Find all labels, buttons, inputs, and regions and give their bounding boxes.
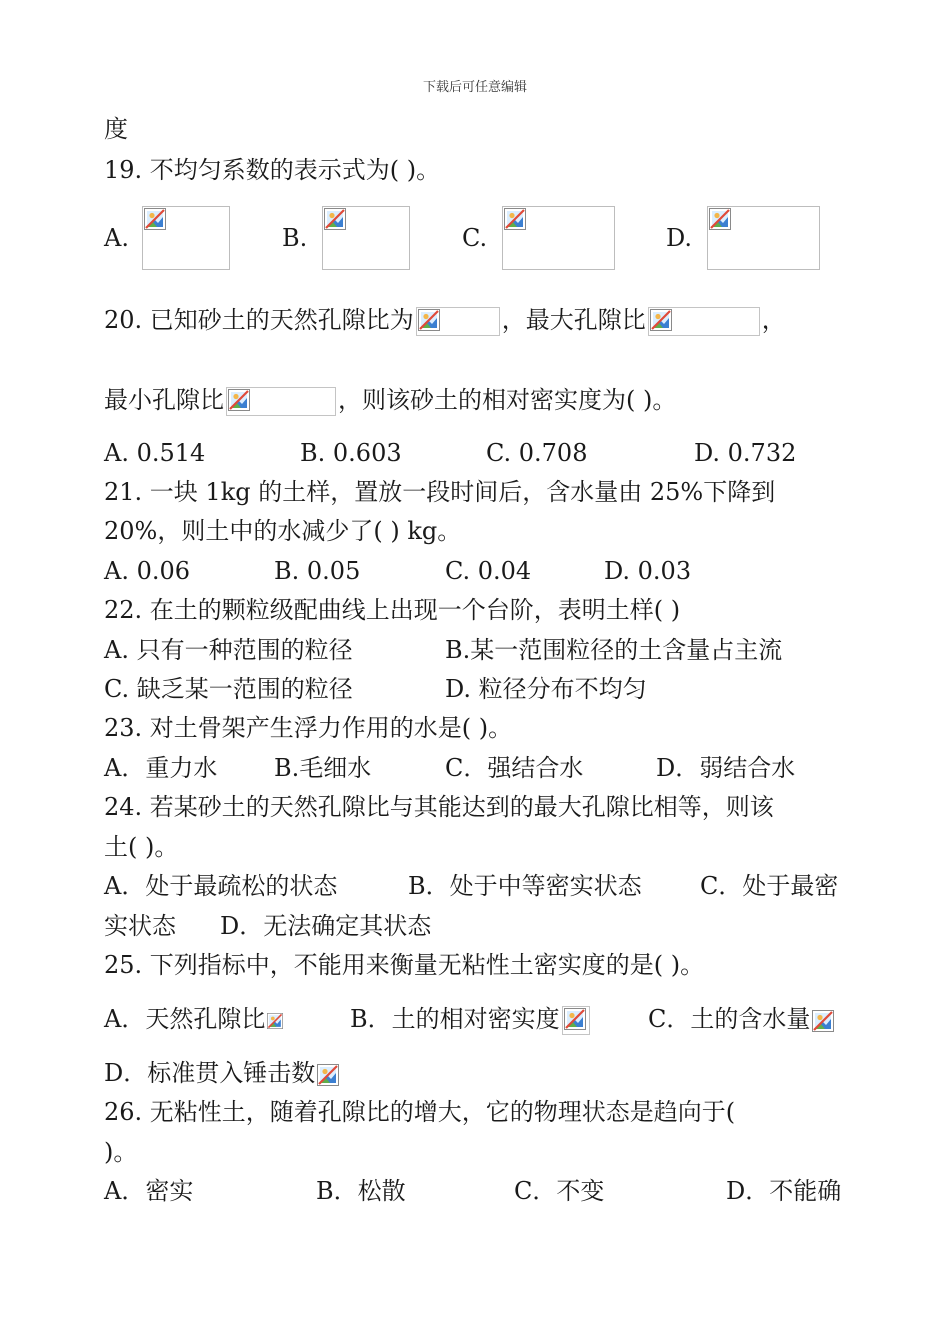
question-20-text: 最小孔隙比: [104, 386, 224, 414]
option-21-d: D. 0.03: [604, 557, 692, 585]
question-26-line-2: )。: [104, 1138, 138, 1166]
option-21-a: A. 0.06: [104, 557, 191, 585]
option-26-d: D．不能确: [726, 1177, 842, 1205]
broken-image-icon: [709, 208, 731, 230]
option-20-b: B. 0.603: [300, 439, 402, 467]
question-24-line-2: 土( )。: [104, 833, 179, 861]
option-24-c-cont: 实状态: [104, 912, 176, 940]
formula-image: [812, 1010, 832, 1032]
broken-image-icon: [812, 1010, 834, 1032]
broken-image-icon: [317, 1064, 339, 1086]
question-20-line-2: [104, 384, 676, 416]
formula-image: [226, 387, 336, 416]
question-25: 25. 下列指标中，不能用来衡量无粘性土密实度的是( )。: [104, 951, 705, 979]
broken-image-icon: [228, 389, 250, 411]
option-20-a: A. 0.514: [104, 439, 206, 467]
option-24-a: A．处于最疏松的状态: [104, 872, 338, 900]
formula-image: [648, 307, 760, 336]
option-24-b: B．处于中等密实状态: [408, 872, 642, 900]
option-23-c: C．强结合水: [445, 754, 584, 782]
option-24-d: D．无法确定其状态: [220, 912, 432, 940]
text-line: 度: [104, 115, 128, 143]
question-20-text: ，则该砂土的相对密实度为( )。: [338, 386, 677, 414]
option-25-b: [350, 1003, 592, 1035]
broken-image-icon: [418, 309, 440, 331]
option-25-d: [104, 1057, 337, 1089]
question-21-line-2: 20%，则土中的水减少了( ) kg。: [104, 517, 462, 545]
question-23: 23. 对土骨架产生浮力作用的水是( )。: [104, 714, 513, 742]
broken-image-icon: [324, 208, 346, 230]
question-24-line-1: 24. 若某砂土的天然孔隙比与其能达到的最大孔隙比相等，则该: [104, 793, 774, 821]
question-21-line-1: 21. 一块 1kg 的土样，置放一段时间后，含水量由 25%下降到: [104, 478, 776, 506]
option-22-d: D. 粒径分布不均匀: [445, 675, 647, 703]
option-22-c: C. 缺乏某一范围的粒径: [104, 675, 353, 703]
option-23-b: B.毛细水: [274, 754, 372, 782]
option-19-d: D.: [666, 224, 693, 252]
question-20-line-1: [104, 304, 786, 336]
option-21-b: B. 0.05: [274, 557, 361, 585]
option-25-a: [104, 1003, 287, 1035]
option-26-b: B．松散: [316, 1177, 406, 1205]
formula-image: [562, 1006, 590, 1035]
question-20-text: 20. 已知砂土的天然孔隙比为: [104, 306, 414, 334]
formula-image: [317, 1064, 337, 1086]
option-25-c: [648, 1003, 832, 1035]
page-header: 下载后可任意编辑: [422, 80, 527, 95]
formula-image: [267, 1010, 287, 1032]
option-21-c: C. 0.04: [445, 557, 532, 585]
option-25-d-label: D．标准贯入锤击数: [104, 1059, 316, 1087]
formula-image-a: [142, 206, 230, 270]
option-19-c: C.: [462, 224, 488, 252]
option-22-a: A. 只有一种范围的粒径: [104, 636, 353, 664]
formula-image-c: [502, 206, 615, 270]
broken-image-icon: [564, 1008, 586, 1030]
broken-image-icon: [504, 208, 526, 230]
broken-image-icon: [144, 208, 166, 230]
formula-image: [416, 307, 500, 336]
option-25-b-label: B．土的相对密实度: [350, 1005, 560, 1033]
option-20-d: D. 0.732: [694, 439, 797, 467]
question-26-line-1: 26. 无粘性土，随着孔隙比的增大，它的物理状态是趋向于(: [104, 1098, 736, 1126]
option-22-b: B.某一范围粒径的土含量占主流: [445, 636, 783, 664]
option-23-d: D．弱结合水: [656, 754, 796, 782]
broken-image-icon: [267, 1010, 283, 1032]
formula-image-b: [322, 206, 410, 270]
option-26-c: C．不变: [514, 1177, 605, 1205]
option-24-c: C．处于最密: [700, 872, 839, 900]
option-23-a: A．重力水: [104, 754, 218, 782]
option-19-b: B.: [282, 224, 308, 252]
formula-image-d: [707, 206, 820, 270]
option-19-a: A.: [104, 224, 129, 252]
broken-image-icon: [650, 309, 672, 331]
option-26-a: A．密实: [104, 1177, 194, 1205]
option-25-c-label: C．土的含水量: [648, 1005, 811, 1033]
question-19: 19. 不均匀系数的表示式为( )。: [104, 156, 441, 184]
question-22: 22. 在土的颗粒级配曲线上出现一个台阶，表明土样( ): [104, 596, 681, 624]
question-20-text: ，: [761, 306, 786, 334]
question-20-text: ，最大孔隙比: [501, 306, 646, 334]
option-20-c: C. 0.708: [486, 439, 588, 467]
option-25-a-label: A．天然孔隙比: [104, 1005, 266, 1033]
